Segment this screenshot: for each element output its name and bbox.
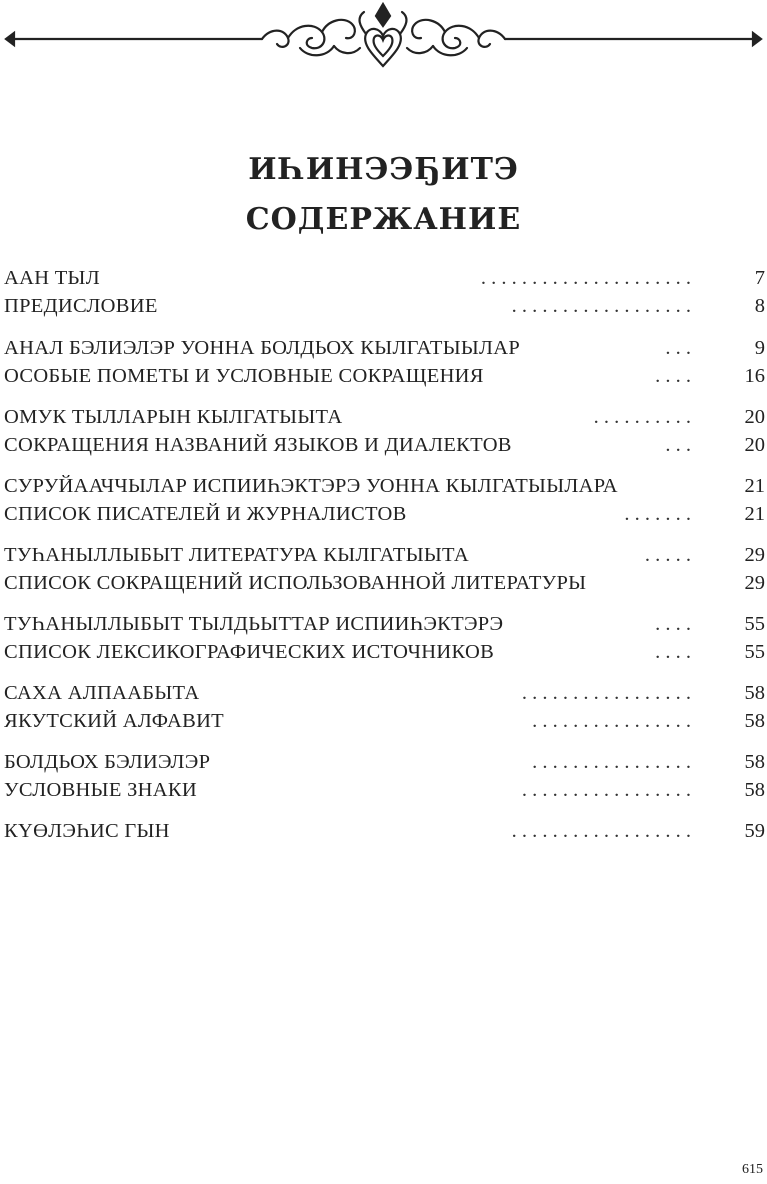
toc-entry-label: ААН ТЫЛ xyxy=(4,267,100,289)
toc-entry-label: СПИСОК СОКРАЩЕНИЙ ИСПОЛЬЗОВАННОЙ ЛИТЕРАТУРЫ xyxy=(4,572,587,594)
toc-entry-label: ОМУК ТЫЛЛАРЫН КЫЛГАТЫЫТА xyxy=(4,406,343,428)
toc-entry-page: 21 xyxy=(744,503,765,525)
toc-entry-label: ТУҺАНЫЛЛЫБЫТ ТЫЛДЬЫТТАР ИСПИИҺЭКТЭРЭ xyxy=(4,613,504,635)
toc-entry-label: САХА АЛПААБЫТА xyxy=(4,682,200,704)
toc-entry-page: 59 xyxy=(744,820,765,842)
toc-entry-leader: . . . . . . . . . . . . . . . . . xyxy=(521,682,691,704)
toc-entry-label: ТУҺАНЫЛЛЫБЫТ ЛИТЕРАТУРА КЫЛГАТЫЫТА xyxy=(4,544,469,566)
toc-entry[interactable] xyxy=(0,500,767,528)
toc-entry-leader: . . . . xyxy=(655,613,691,635)
toc-entry-page: 8 xyxy=(754,295,765,317)
toc-entry[interactable] xyxy=(0,292,767,320)
toc-entry[interactable] xyxy=(0,569,767,597)
page-title-sakha: ИҺИНЭЭҔИТЭ xyxy=(248,152,519,187)
toc-entry-leader: . . . . . . . . . . . . . . . . . . xyxy=(511,820,691,842)
toc-entry-leader: . . . . xyxy=(655,641,691,663)
toc-entry[interactable] xyxy=(0,707,767,735)
toc-entry-label: СУРУЙААЧЧЫЛАР ИСПИИҺЭКТЭРЭ УОННА КЫЛГАТЫЫЛАРА xyxy=(4,475,618,497)
page-title-russian: СОДЕРЖАНИЕ xyxy=(245,202,522,237)
toc-entry-page: 16 xyxy=(744,365,765,387)
toc-entry-page: 9 xyxy=(754,337,765,359)
toc-entry-leader: . . . . . . . . . . . . . . . . . . . . . xyxy=(480,267,691,289)
toc-entry[interactable] xyxy=(0,541,767,569)
toc-entry-page: 29 xyxy=(744,572,765,594)
toc-entry[interactable] xyxy=(0,362,767,390)
toc-entry-page: 55 xyxy=(744,613,765,635)
toc-entry-page: 20 xyxy=(744,434,765,456)
toc-entry-label: ЯКУТСКИЙ АЛФАВИТ xyxy=(4,710,224,732)
toc-entry-page: 29 xyxy=(744,544,765,566)
toc-entry-label: СОКРАЩЕНИЯ НАЗВАНИЙ ЯЗЫКОВ И ДИАЛЕКТОВ xyxy=(4,434,512,456)
toc-entry-page: 58 xyxy=(744,710,765,732)
toc-entry[interactable] xyxy=(0,403,767,431)
toc-entry-leader: . . . . . . . . . . . . . . . . . xyxy=(521,779,691,801)
toc-entry[interactable] xyxy=(0,264,767,292)
toc-entry-label: АНАЛ БЭЛИЭЛЭР УОННА БОЛДЬОХ КЫЛГАТЫЫЛАР xyxy=(4,337,521,359)
toc-entry-leader: . . . . . xyxy=(644,544,691,566)
toc-entry[interactable] xyxy=(0,748,767,776)
toc-entry-leader: . . . . . . . . . . xyxy=(593,406,691,428)
toc-entry-label: СПИСОК ПИСАТЕЛЕЙ И ЖУРНАЛИСТОВ xyxy=(4,503,407,525)
toc-entry-leader: . . . . . . . . . . . . . . . . xyxy=(532,751,691,773)
toc-entry-leader: . . . . xyxy=(655,365,691,387)
toc-entry[interactable] xyxy=(0,679,767,707)
toc-entry-page: 20 xyxy=(744,406,765,428)
page-number: 615 xyxy=(742,1162,763,1177)
toc-entry[interactable] xyxy=(0,431,767,459)
toc-entry-page: 58 xyxy=(744,779,765,801)
toc-entry-leader: . . . xyxy=(665,434,691,456)
toc-entry[interactable] xyxy=(0,472,767,500)
toc-entry-leader: . . . . . . . . . . . . . . . . xyxy=(532,710,691,732)
toc-entry-leader: . . . . . . . xyxy=(624,503,691,525)
toc-entry-page: 58 xyxy=(744,682,765,704)
toc-entry-page: 7 xyxy=(754,267,765,289)
toc-entry-leader: . . . xyxy=(665,337,691,359)
toc-entry-page: 55 xyxy=(744,641,765,663)
toc-entry[interactable] xyxy=(0,610,767,638)
toc-entry-label: ПРЕДИСЛОВИЕ xyxy=(4,295,158,317)
toc-entry-page: 21 xyxy=(744,475,765,497)
toc-entry[interactable] xyxy=(0,776,767,804)
toc-entry-leader: . . . . . . . . . . . . . . . . . . xyxy=(511,295,691,317)
toc-entry[interactable] xyxy=(0,638,767,666)
toc-entry-label: ОСОБЫЕ ПОМЕТЫ И УСЛОВНЫЕ СОКРАЩЕНИЯ xyxy=(4,365,484,387)
toc-entry-label: КҮӨЛЭҺИС ГЫН xyxy=(4,820,170,842)
toc-entry-label: СПИСОК ЛЕКСИКОГРАФИЧЕСКИХ ИСТОЧНИКОВ xyxy=(4,641,495,663)
toc-entry[interactable] xyxy=(0,817,767,845)
toc-entry[interactable] xyxy=(0,334,767,362)
toc-entry-page: 58 xyxy=(744,751,765,773)
toc-entry-label: БОЛДЬОХ БЭЛИЭЛЭР xyxy=(4,751,211,773)
toc-entry-label: УСЛОВНЫЕ ЗНАКИ xyxy=(4,779,197,801)
